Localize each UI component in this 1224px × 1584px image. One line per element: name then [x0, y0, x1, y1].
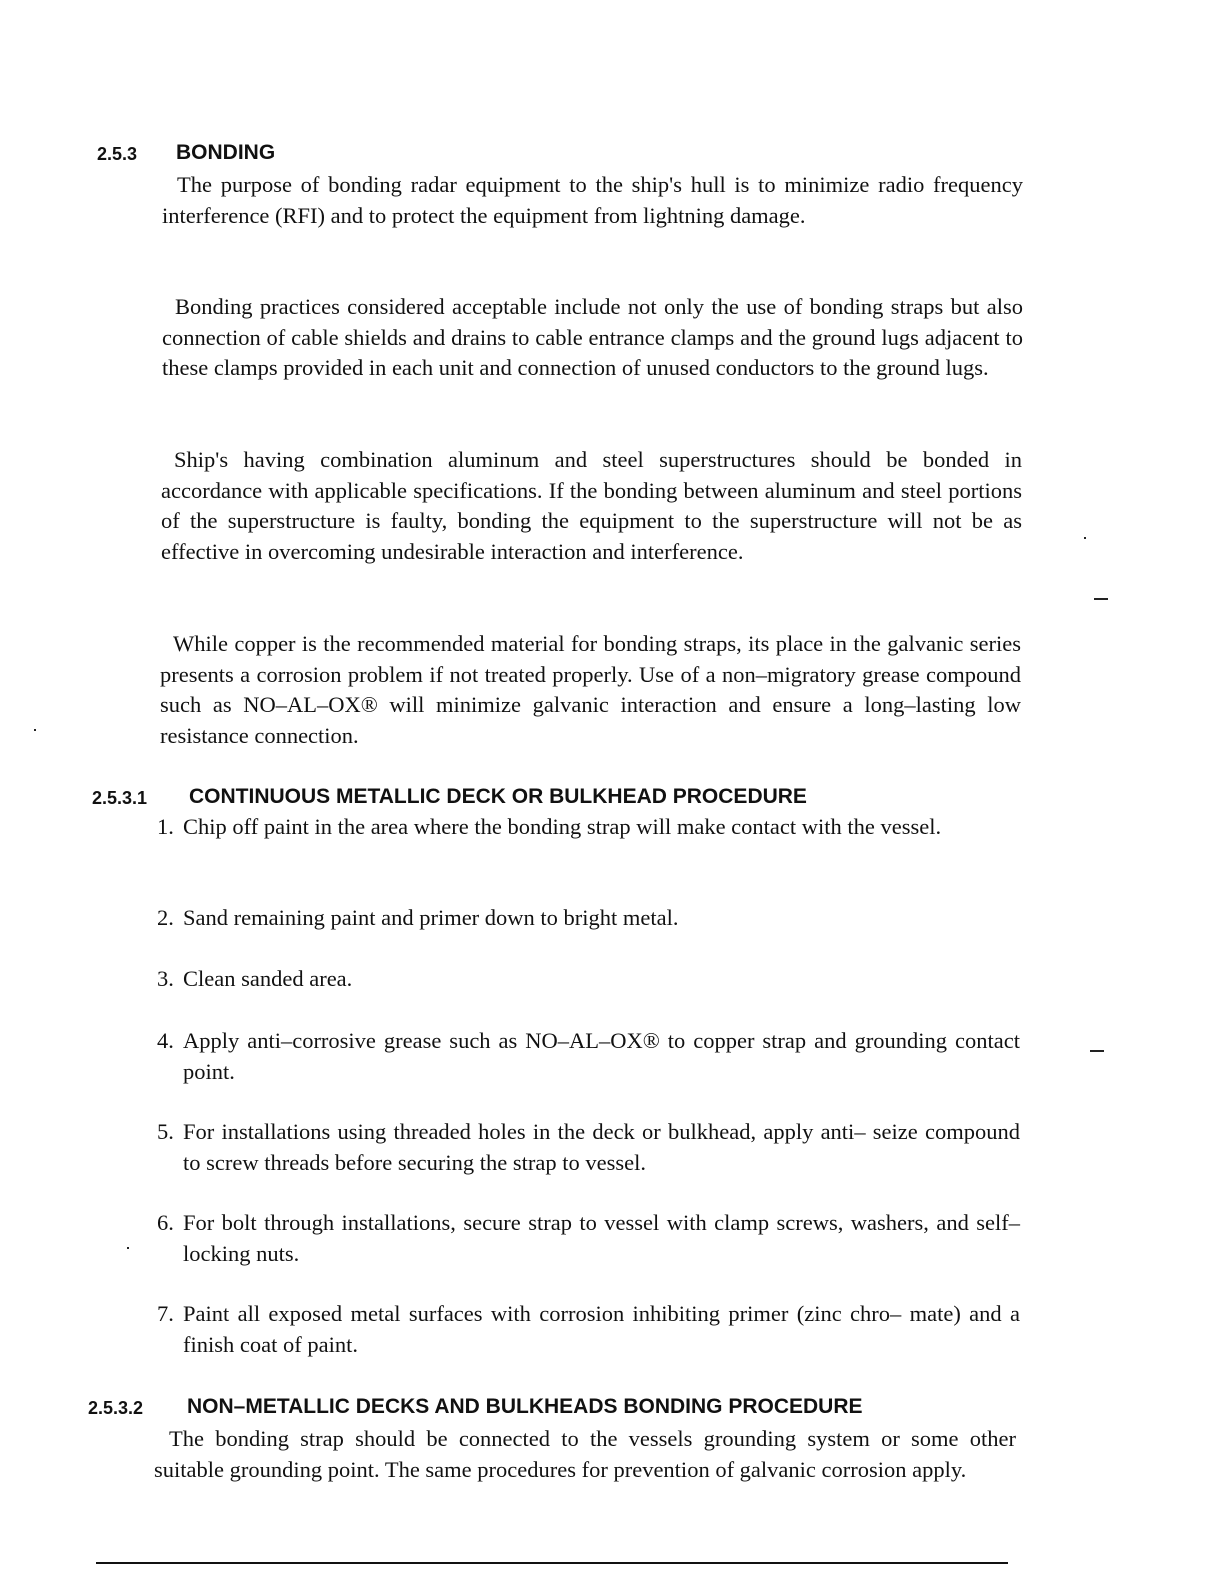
scan-mark — [1084, 537, 1086, 539]
list-item-text: For installations using threaded holes in the deck or bulkhead, apply anti– seize compound to screw threads before securing the strap to vessel. — [183, 1119, 1020, 1175]
section-heading-non-metallic — [88, 1394, 1008, 1420]
list-item — [157, 812, 1020, 843]
section-heading-metallic — [92, 784, 1012, 810]
section-number: 2.5.3.2 — [88, 1398, 144, 1418]
list-item-text: Paint all exposed metal surfaces with corrosion inhibiting primer (zinc chro– mate) and a finish coat of paint. — [183, 1301, 1020, 1357]
section-number: 2.5.3 — [97, 144, 138, 164]
section-number: 2.5.3.1 — [92, 788, 148, 808]
list-marker: 3. — [157, 966, 174, 991]
bonding-paragraph-4: While copper is the recommended material for bonding straps, its place in the galvanic series presents a corrosion problem if not treated properly. Use of a non–migratory grease compound such as NO–AL–OX® will minimize galvanic interaction and ensure a long–lasting low resistance connection. — [160, 631, 1021, 748]
list-item — [157, 903, 1020, 934]
scan-mark — [1090, 1050, 1104, 1052]
list-marker: 2. — [157, 905, 174, 930]
list-item-text: Chip off paint in the area where the bonding strap will make contact with the vessel. — [183, 814, 942, 839]
list-marker: 1. — [157, 814, 174, 839]
list-item — [157, 1208, 1020, 1269]
list-item — [157, 964, 1020, 995]
list-marker: 5. — [157, 1119, 174, 1144]
section-title: NON–METALLIC DECKS AND BULKHEADS BONDING PROCEDURE — [187, 1395, 863, 1418]
section-title: BONDING — [176, 141, 276, 164]
list-item-text: Clean sanded area. — [183, 966, 353, 991]
list-item-text: For bolt through installations, secure strap to vessel with clamp screws, washers, and self–locking nuts. — [183, 1210, 1020, 1266]
list-marker: 4. — [157, 1028, 174, 1053]
bonding-paragraph-1: The purpose of bonding radar equipment to the ship's hull is to minimize radio frequency interference (RFI) and to protect the equipment from lightning damage. — [162, 172, 1023, 228]
bonding-paragraph-2: Bonding practices considered acceptable include not only the use of bonding straps but also connection of cable shields and drains to cable entrance clamps and the ground lugs adjacent to these clamps provided in each unit and connection of unused conductors to the ground lugs. — [162, 294, 1023, 380]
list-marker: 7. — [157, 1301, 174, 1326]
section-heading-bonding — [97, 140, 497, 166]
section-title: CONTINUOUS METALLIC DECK OR BULKHEAD PROCEDURE — [189, 785, 807, 808]
non-metallic-paragraph: The bonding strap should be connected to the vessels grounding system or some other suitable grounding point. The same procedures for prevention of galvanic corrosion apply. — [154, 1426, 1016, 1482]
scan-mark — [127, 1247, 129, 1249]
scan-mark — [34, 729, 36, 731]
list-marker: 6. — [157, 1210, 174, 1235]
list-item — [157, 1117, 1020, 1178]
list-item-text: Sand remaining paint and primer down to bright metal. — [183, 905, 679, 930]
list-item — [157, 1299, 1020, 1360]
scan-mark — [1094, 598, 1108, 600]
list-item — [157, 1026, 1020, 1087]
bonding-paragraph-3: Ship's having combination aluminum and steel superstructures should be bonded in accordance with applicable specifications. If the bonding between aluminum and steel portions of the superstructure is faulty, bonding the equipment to the superstructure will not be as effective in overcoming undesirable interaction and interference. — [161, 447, 1022, 564]
list-item-text: Apply anti–corrosive grease such as NO–AL–OX® to copper strap and grounding contact point. — [183, 1028, 1020, 1084]
footer-divider — [96, 1562, 1008, 1564]
